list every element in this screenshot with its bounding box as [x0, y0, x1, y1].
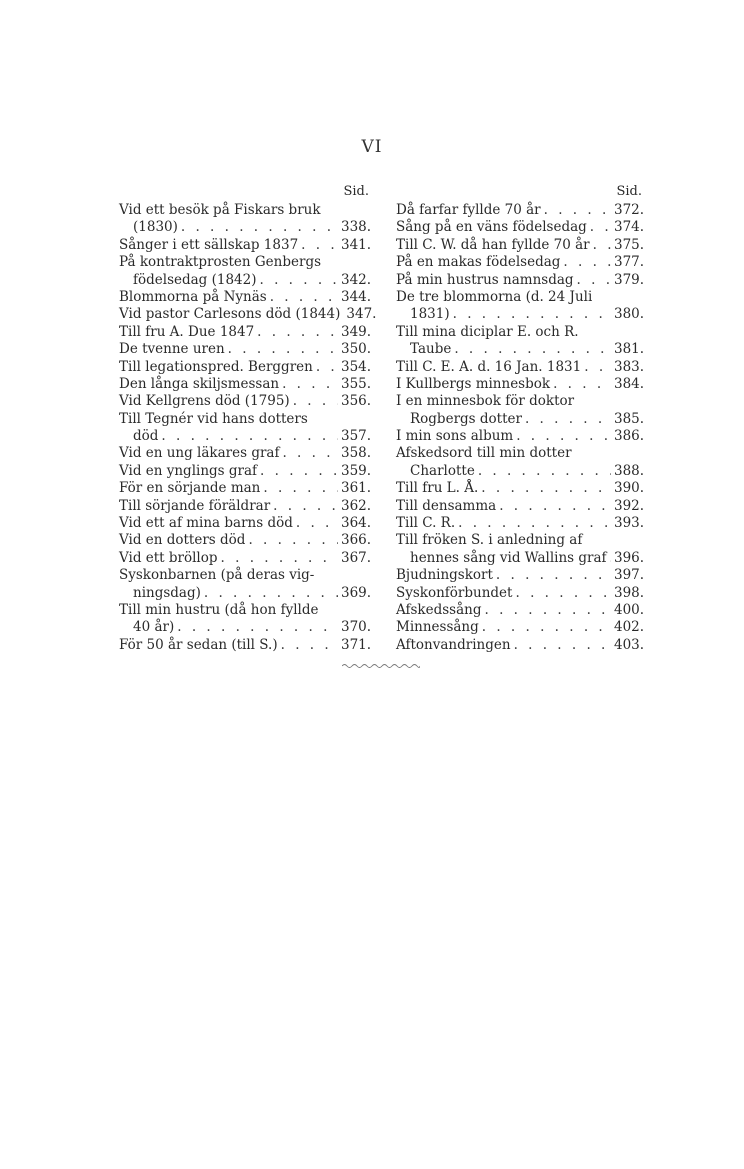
leader-dots — [282, 376, 338, 393]
toc-entry-title: Till fru L. Å. — [396, 480, 479, 497]
toc-entry-title: Till C. R. — [396, 515, 456, 532]
toc-entry — [396, 393, 645, 428]
toc-entry-line — [119, 323, 372, 341]
toc-entry — [396, 584, 645, 602]
toc-entry-line — [119, 306, 377, 323]
toc-entry-line — [396, 445, 642, 462]
toc-page-number: 341. — [341, 236, 372, 253]
toc-entry-title: Aftonvandringen — [396, 636, 511, 653]
toc-page-number: 386. — [614, 428, 645, 445]
toc-entry-line — [119, 532, 372, 549]
toc-entry-line — [119, 515, 372, 532]
toc-entry — [119, 393, 372, 410]
toc-entry — [396, 567, 645, 584]
toc-entry-line — [119, 428, 372, 445]
toc-entry-line — [396, 358, 645, 376]
toc-entry-title: Bjudningskort — [396, 567, 493, 584]
toc-page-number: 374. — [614, 219, 645, 236]
toc-page-number: 385. — [614, 410, 645, 427]
leader-dots — [296, 515, 338, 532]
toc-entry — [396, 358, 645, 376]
leader-dots — [260, 463, 338, 480]
toc-page-number: 379. — [614, 271, 645, 288]
toc-entry — [119, 358, 372, 376]
toc-page-number: 361. — [341, 480, 372, 497]
toc-entry — [119, 549, 372, 567]
toc-entry-line — [119, 497, 372, 515]
toc-entry-title: I en minnesbok för doktor — [396, 393, 575, 410]
toc-entry-line — [119, 271, 372, 289]
toc-page-number: 381. — [614, 341, 645, 358]
toc-page-number: 397. — [614, 567, 645, 584]
toc-entry-list — [396, 202, 645, 654]
leader-dots — [458, 515, 611, 532]
leader-dots — [270, 289, 338, 306]
leader-dots — [515, 585, 611, 602]
toc-page-number: 357. — [341, 428, 372, 445]
toc-entry-title: Sånger i ett sällskap 1837 — [119, 236, 299, 253]
toc-entry — [119, 341, 372, 358]
toc-entry-title: Till mina diciplar E. och R. — [396, 323, 579, 340]
toc-entry-title: Vid pastor Carlesons död (1844) — [119, 306, 341, 323]
toc-entry-title: På min hustrus namnsdag — [396, 271, 574, 288]
toc-entry — [396, 375, 645, 393]
toc-page-number: 383. — [614, 358, 645, 375]
toc-entry-line — [396, 341, 645, 358]
toc-entry-title: (1830) — [133, 219, 178, 236]
toc-entry-title: Charlotte — [410, 462, 475, 479]
toc-entry-line — [396, 306, 645, 323]
toc-page-number: 392. — [614, 497, 645, 514]
toc-entry-title: I Kullbergs minnesbok — [396, 375, 551, 392]
toc-entry-line — [119, 619, 372, 636]
leader-dots — [482, 619, 611, 636]
toc-page-number: 371. — [341, 636, 372, 653]
toc-entry — [119, 480, 372, 497]
leader-dots — [260, 272, 338, 289]
toc-entry-title: Till legationspred. Berggren — [119, 358, 313, 375]
toc-entry — [119, 306, 377, 323]
toc-entry-line — [396, 619, 645, 636]
toc-entry — [396, 271, 645, 289]
toc-entry-line — [119, 636, 372, 654]
leader-dots — [499, 498, 611, 515]
leader-dots — [228, 341, 338, 358]
toc-entry-title: För 50 år sedan (till S.) — [119, 636, 278, 653]
toc-entry — [396, 601, 645, 619]
toc-page-number: 344. — [341, 288, 372, 305]
toc-entry-line — [119, 480, 372, 497]
toc-page-number: 390. — [614, 480, 645, 497]
toc-entry-line — [119, 602, 369, 619]
leader-dots — [281, 637, 338, 654]
toc-entry-line — [119, 288, 372, 306]
toc-column-left — [119, 183, 377, 654]
toc-entry — [396, 428, 645, 445]
toc-entry — [396, 636, 645, 654]
toc-entry-title: Till fröken S. i anledning af — [396, 532, 583, 549]
toc-entry — [119, 254, 372, 289]
toc-entry-line — [119, 219, 372, 236]
toc-entry-line — [119, 358, 372, 376]
toc-column-right — [396, 183, 645, 654]
toc-entry — [119, 532, 372, 549]
leader-dots — [161, 428, 338, 445]
leader-dots — [485, 602, 612, 619]
toc-entry — [119, 497, 372, 515]
toc-entry-list — [119, 202, 377, 654]
toc-page-number: 347. — [346, 306, 377, 323]
leader-dots — [221, 550, 338, 567]
toc-entry-line — [396, 462, 645, 480]
toc-entry-title: De tvenne uren — [119, 341, 225, 358]
leader-dots — [481, 480, 611, 497]
leader-dots — [177, 619, 338, 636]
toc-entry — [396, 202, 645, 219]
leader-dots — [204, 585, 338, 602]
toc-entry-line — [396, 289, 642, 306]
toc-entry-title: De tre blommorna (d. 24 Juli — [396, 288, 593, 305]
leader-dots — [301, 237, 338, 254]
leader-dots — [584, 359, 611, 376]
toc-page-number: 393. — [614, 515, 645, 532]
toc-page-number: 384. — [614, 375, 645, 392]
toc-entry-title: För en sörjande man — [119, 480, 261, 497]
toc-entry-line — [119, 584, 372, 602]
toc-entry-title: Blommorna på Nynäs — [119, 288, 267, 305]
toc-entry-line — [396, 480, 645, 497]
toc-entry-line — [396, 202, 645, 219]
toc-entry-title: Till min hustru (då hon fyllde — [119, 601, 319, 618]
toc-entry-line — [396, 584, 645, 602]
toc-page-number: 350. — [341, 341, 372, 358]
toc-entry-title: Afskedsord till min dotter — [396, 445, 572, 462]
toc-page-number: 380. — [614, 306, 645, 323]
toc-entry — [396, 288, 645, 324]
sid-header: Sid. — [343, 184, 369, 199]
toc-entry-title: Vid en ung läkares graf — [119, 445, 280, 462]
leader-dots — [514, 637, 611, 654]
toc-entry — [396, 445, 645, 480]
toc-entry — [396, 219, 645, 236]
leader-dots — [263, 480, 338, 497]
toc-entry-title: Till C. W. då han fyllde 70 år — [396, 236, 590, 253]
toc-entry-title: Rogbergs dotter — [410, 410, 522, 427]
toc-page-number: 402. — [614, 619, 645, 636]
toc-entry-line — [119, 462, 372, 480]
toc-entry-line — [119, 375, 372, 393]
toc-page-number: 359. — [341, 462, 372, 479]
leader-dots — [282, 445, 338, 462]
toc-entry — [119, 601, 372, 637]
toc-page-number: 375. — [614, 236, 645, 253]
toc-entry — [396, 515, 645, 532]
toc-entry — [119, 636, 372, 654]
toc-page-number: 358. — [341, 445, 372, 462]
toc-page-number: 372. — [614, 202, 645, 218]
leader-dots — [478, 463, 611, 480]
toc-entry-title: Vid ett besök på Fiskars bruk — [119, 202, 321, 218]
toc-page-number: 362. — [341, 497, 372, 514]
page-number: VI — [361, 137, 383, 157]
toc-entry-title: Vid ett bröllop — [119, 549, 218, 566]
toc-entry — [396, 323, 645, 359]
toc-entry-line — [396, 271, 645, 289]
toc-entry-title: 40 år) — [133, 619, 175, 636]
toc-entry-line — [396, 532, 642, 549]
toc-entry — [119, 567, 372, 602]
toc-entry-line — [396, 393, 642, 410]
toc-entry-title: Afskedssång — [396, 601, 482, 618]
toc-entry — [119, 375, 372, 393]
leader-dots — [593, 237, 611, 254]
leader-dots — [293, 393, 338, 410]
toc-page-number: 370. — [341, 619, 372, 636]
toc-page-number: 364. — [341, 515, 372, 532]
toc-entry-title: hennes sång vid Wallins graf — [410, 549, 607, 566]
toc-entry-title: Vid en dotters död — [119, 532, 246, 549]
sid-header: Sid. — [616, 184, 642, 199]
toc-entry-title: Sång på en väns födelsedag — [396, 219, 587, 236]
toc-entry — [119, 515, 372, 532]
toc-page-number: 342. — [341, 271, 372, 288]
toc-entry-title: Till fru A. Due 1847 — [119, 323, 255, 340]
leader-dots — [544, 202, 611, 219]
toc-entry-line — [396, 410, 645, 428]
toc-entry-title: födelsedag (1842) — [133, 271, 257, 288]
leader-dots — [553, 376, 611, 393]
toc-entry — [396, 497, 645, 515]
toc-page-number: 396. — [614, 549, 645, 566]
toc-entry-title: På en makas födelsedag — [396, 254, 561, 271]
toc-entry — [119, 410, 372, 446]
toc-entry — [119, 445, 372, 462]
toc-page-number: 398. — [614, 584, 645, 601]
toc-page-number: 388. — [614, 462, 645, 479]
toc-entry-title: Till C. E. A. d. 16 Jan. 1831 — [396, 358, 582, 375]
leader-dots — [316, 359, 338, 376]
toc-page-number: 369. — [341, 584, 372, 601]
toc-entry-title: Till densamma — [396, 497, 497, 514]
toc-entry — [396, 480, 645, 497]
toc-entry — [119, 236, 372, 254]
toc-entry-title: Till Tegnér vid hans dotters — [119, 410, 308, 427]
toc-page-number: 400. — [614, 601, 645, 618]
toc-entry-title: Taube — [410, 341, 452, 358]
toc-page-number: 377. — [614, 254, 645, 271]
toc-page-number: 354. — [341, 358, 372, 375]
toc-page-number: 355. — [341, 375, 372, 392]
toc-page-number: 403. — [614, 636, 645, 653]
leader-dots — [454, 341, 611, 358]
toc-entry-title: Vid ett af mina barns död — [119, 515, 293, 532]
toc-entry-line — [119, 202, 369, 219]
leader-dots — [525, 411, 611, 428]
leader-dots — [257, 324, 338, 341]
toc-entry-line — [119, 393, 372, 410]
toc-page-number: 367. — [341, 549, 372, 566]
toc-entry-title: På kontraktprosten Genbergs — [119, 254, 322, 271]
toc-entry-line — [119, 549, 372, 567]
toc-entry-line — [396, 428, 645, 445]
toc-entry-line — [119, 341, 372, 358]
toc-entry-line — [119, 445, 372, 462]
toc-entry — [119, 202, 372, 237]
toc-entry — [396, 254, 645, 271]
toc-entry-line — [396, 219, 645, 236]
toc-entry-line — [119, 567, 369, 584]
toc-page-number: 356. — [341, 393, 372, 410]
toc-entry-title: Vid en ynglings graf — [119, 462, 258, 479]
toc-entry — [396, 236, 645, 254]
toc-entry-line — [119, 254, 369, 271]
toc-entry-title: död — [133, 428, 159, 445]
toc-entry-title: I min sons album — [396, 428, 514, 445]
leader-dots — [181, 219, 338, 236]
toc-entry-line — [119, 236, 372, 254]
toc-entry-title: Syskonförbundet — [396, 584, 513, 601]
toc-entry-title: ningsdag) — [133, 584, 201, 601]
toc-entry-title: Då farfar fyllde 70 år — [396, 202, 541, 218]
toc-entry-title: Den långa skiljsmessan — [119, 375, 280, 392]
toc-entry — [119, 288, 372, 306]
leader-dots — [577, 272, 611, 289]
toc-page-number: 366. — [341, 532, 372, 549]
toc-entry-line — [396, 636, 645, 654]
toc-entry-title: Vid Kellgrens död (1795) — [119, 393, 290, 410]
leader-dots — [453, 306, 611, 323]
toc-entry-line — [396, 236, 645, 254]
toc-entry-line — [119, 411, 369, 428]
toc-entry — [119, 462, 372, 480]
wavy-line-ornament-icon — [342, 662, 420, 670]
toc-entry-line — [396, 601, 645, 619]
toc-entry-line — [396, 324, 642, 341]
toc-page-number: 349. — [341, 323, 372, 340]
toc-entry — [396, 619, 645, 636]
toc-entry-title: Syskonbarnen (på deras vig- — [119, 567, 315, 584]
toc-entry-line — [396, 567, 645, 584]
toc-entry-title: Minnessång — [396, 619, 479, 636]
leader-dots — [590, 219, 611, 236]
toc-page-number: 338. — [341, 219, 372, 236]
leader-dots — [563, 254, 611, 271]
toc-entry-title: 1831) — [410, 306, 450, 323]
leader-dots — [248, 532, 338, 549]
toc-entry — [119, 323, 372, 341]
toc-entry-line — [396, 515, 645, 532]
leader-dots — [610, 550, 611, 567]
toc-entry-title: Till sörjande föräldrar — [119, 497, 271, 514]
leader-dots — [273, 498, 338, 515]
toc-entry-line — [396, 497, 645, 515]
leader-dots — [516, 428, 611, 445]
toc-entry-line — [396, 375, 645, 393]
toc-entry-line — [396, 549, 645, 567]
toc-entry-line — [396, 254, 645, 271]
leader-dots — [496, 567, 611, 584]
toc-entry — [396, 532, 645, 567]
